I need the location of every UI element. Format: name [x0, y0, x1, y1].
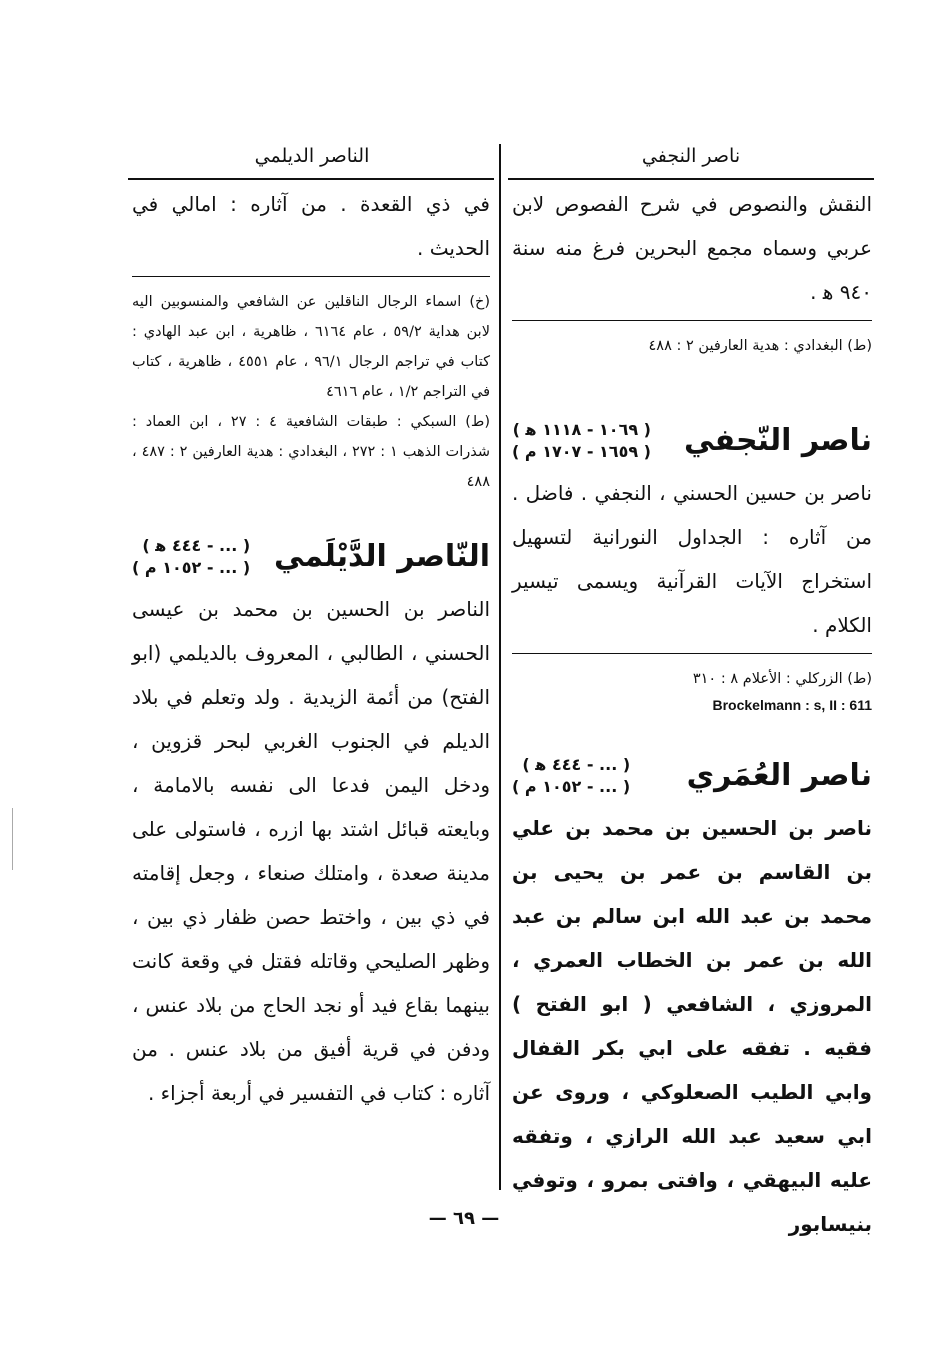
entry-dates — [512, 754, 630, 798]
right-column — [512, 182, 872, 1236]
right-intro-text: النقش والنصوص في شرح الفصوص لابن عربي وسماه مجمع البحرين فرغ منه سنة ٩٤٠ ﻫ . — [512, 192, 872, 304]
date-hijri: ( ... - ٤٤٤ ﻫ ) — [142, 536, 251, 555]
entry-biography: ناصر بن حسين الحسني ، النجفي . فاضل . من آثاره : الجداول النورانية لتسهيل استخراج الآيات القرآنية ويسمى تيسير الكلام . — [512, 481, 872, 637]
date-hijri: ( ... - ٤٤٤ ﻫ ) — [522, 755, 631, 774]
entry-reference-latin: Brockelmann : s, II : 611 — [712, 697, 872, 713]
entry-dates — [132, 535, 250, 579]
right-intro-reference: (ط) البغدادي : هدية العارفين ٢ : ٤٨٨ — [648, 338, 872, 354]
separator — [512, 320, 872, 321]
right-column-header: ناصر النجفي — [641, 145, 741, 167]
date-hijri: ( ١٠٦٩ - ١١١٨ ﻫ ) — [512, 420, 651, 439]
entry-name: ناصر العُمَري — [686, 758, 872, 793]
entry-heading-umari — [512, 754, 872, 798]
entry-heading-daylami — [132, 535, 490, 579]
right-header-rule — [508, 178, 874, 180]
left-column-header: الناصر الديلمي — [254, 145, 370, 167]
entry-name: ناصر النّجفي — [684, 423, 872, 458]
separator — [512, 653, 872, 654]
left-reference-manuscripts: (خ) اسماء الرجال الناقلين عن الشافعي والمنسوبين اليه لابن هداية ٥٩/٢ ، عام ٦١٦٤ ، ظاهرية ، ابن عبد الهادي : كتاب في تراجم الرجال ٩٦/١ ، عام ٤٥٥١ ، ظاهرية ، كتاب في التراجم ١/٢ ، عام ٤٦١٦ — [132, 294, 491, 400]
entry-heading-najafi — [512, 419, 872, 463]
entry-name: النّاصر الدَّيْلَمي — [273, 539, 490, 574]
entry-biography: الناصر بن الحسين بن محمد بن عيسى الحسني ، الطالبي ، المعروف بالديلمي (ابو الفتح) من أئمة الزيدية . ولد وتعلم في بلاد الديلم في الجنوب الغربي لبحر قزوين ، ودخل اليمن فدعا الى نفسه بالامامة ، وبايعته قبائل اشتد بها ازره ، فاستولى على مدينة صعدة ، وامتلك صنعاء ، وجعل إقامته في ذي بين ، واختط حصن ظفار ذي بين ، وظهر الصليحي وقاتله فقتل في وقعة كانت بينهما بقاع فيد أو نجد الحاج من بلاد عنس ، ودفن في قرية أفيق من بلاد عنس . من آثاره : كتاب في التفسير في أربعة أجزاء . — [132, 597, 490, 1105]
left-header-rule — [128, 178, 494, 180]
left-intro-text: في ذي القعدة . من آثاره : امالي في الحديث . — [132, 192, 490, 260]
separator — [132, 276, 490, 277]
scan-margin-mark — [12, 808, 13, 870]
date-gregorian: ( ... - ١٠٥٢ م ) — [512, 777, 631, 796]
column-divider — [499, 144, 501, 1190]
date-gregorian: ( ١٦٥٩ - ١٧٠٧ م ) — [512, 442, 651, 461]
entry-biography: ناصر بن الحسين بن محمد بن علي بن القاسم بن عمر بن يحيى بن محمد بن عبد الله ابن سالم بن عبد الله بن عمر بن الخطاب العمري ، المروزي ، الشافعي ( ابو الفتح ) فقيه . تفقه على ابي بكر القفال وابي الطيب الصعلوكي ، وروى عن ابي سعيد عبد الله الرازي ، وتفقه عليه البيهقي ، وافتى بمرو ، وتوفي بنيسابور — [512, 816, 872, 1236]
left-column — [132, 182, 490, 1188]
entry-reference: (ط) الزركلي : الأعلام ٨ : ٣١٠ — [692, 671, 872, 687]
entry-dates — [512, 419, 651, 463]
date-gregorian: ( ... - ١٠٥٢ م ) — [132, 558, 251, 577]
left-reference-printed: (ط) السبكي : طبقات الشافعية ٤ : ٢٧ ، ابن العماد : شذرات الذهب ١ : ٢٧٢ ، البغدادي : هدية العارفين ٢ : ٤٨٧ ، ٤٨٨ — [132, 414, 491, 490]
page-number: — ٦٩ — — [428, 1208, 500, 1229]
